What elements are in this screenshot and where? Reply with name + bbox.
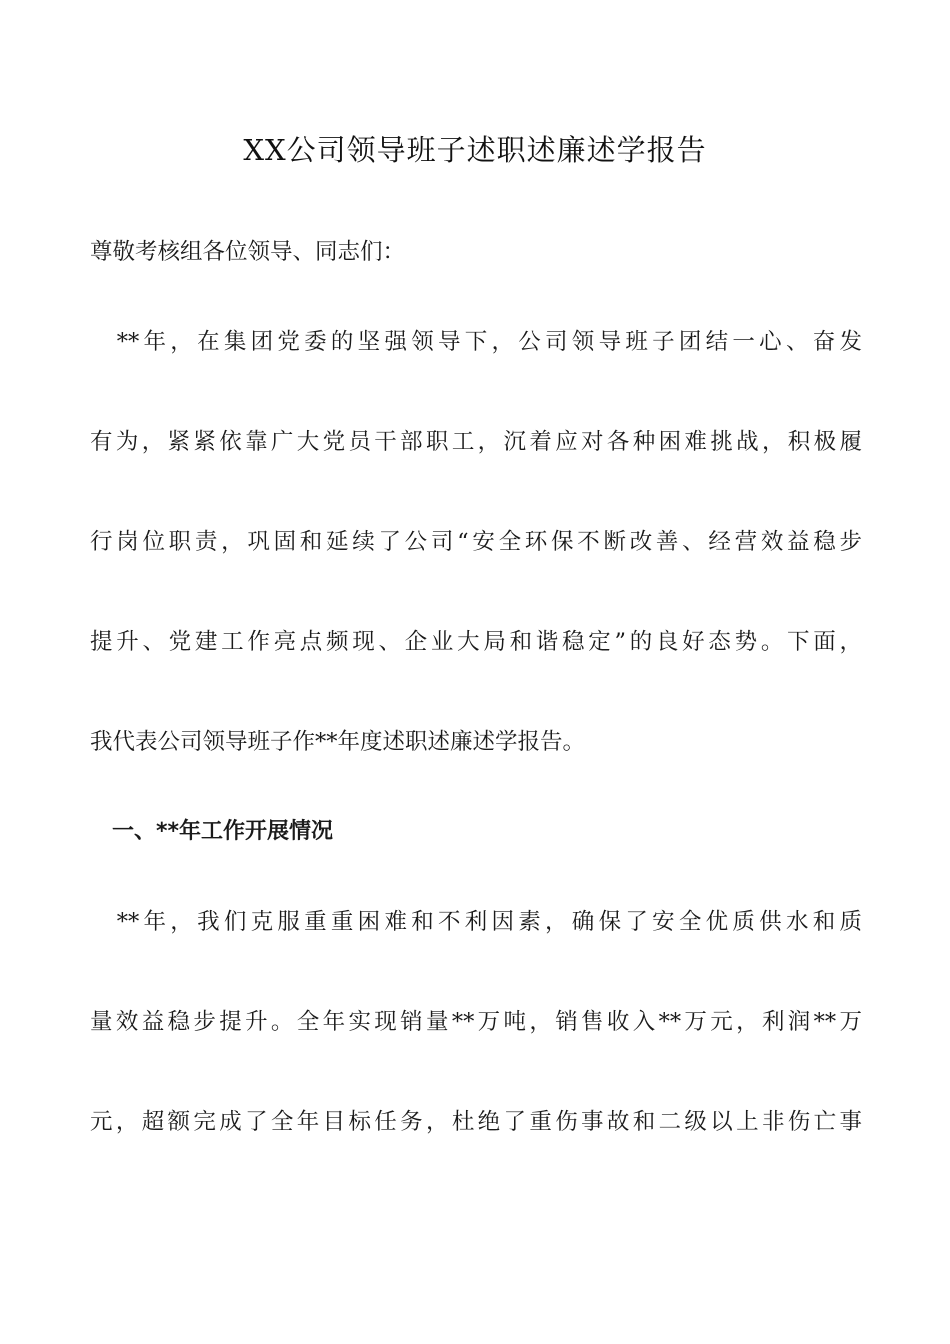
paragraph-2-line-2: 量效益稳步提升。全年实现销量**万吨，销售收入**万元，利润**万 (90, 1009, 862, 1035)
paragraph-2-line-1: **年，我们克服重重困难和不利因素，确保了安全优质供水和质 (90, 909, 862, 935)
paragraph-1-line-2: 有为，紧紧依靠广大党员干部职工，沉着应对各种困难挑战，积极履 (90, 429, 862, 455)
paragraph-1-line-5: 我代表公司领导班子作**年度述职述廉述学报告。 (90, 729, 586, 755)
paragraph-1-line-1: **年，在集团党委的坚强领导下，公司领导班子团结一心、奋发 (90, 329, 862, 355)
paragraph-1-line-3: 行岗位职责，巩固和延续了公司“安全环保不断改善、经营效益稳步 (90, 529, 862, 555)
paragraph-2-line-3: 元，超额完成了全年目标任务，杜绝了重伤事故和二级以上非伤亡事 (90, 1109, 862, 1135)
document-title: XX公司领导班子述职述廉述学报告 (243, 133, 707, 167)
paragraph-1-line-4: 提升、党建工作亮点频现、企业大局和谐稳定”的良好态势。下面， (90, 629, 862, 655)
section-1-heading: 一、**年工作开展情况 (90, 819, 334, 844)
salutation: 尊敬考核组各位领导、同志们： (90, 239, 406, 265)
